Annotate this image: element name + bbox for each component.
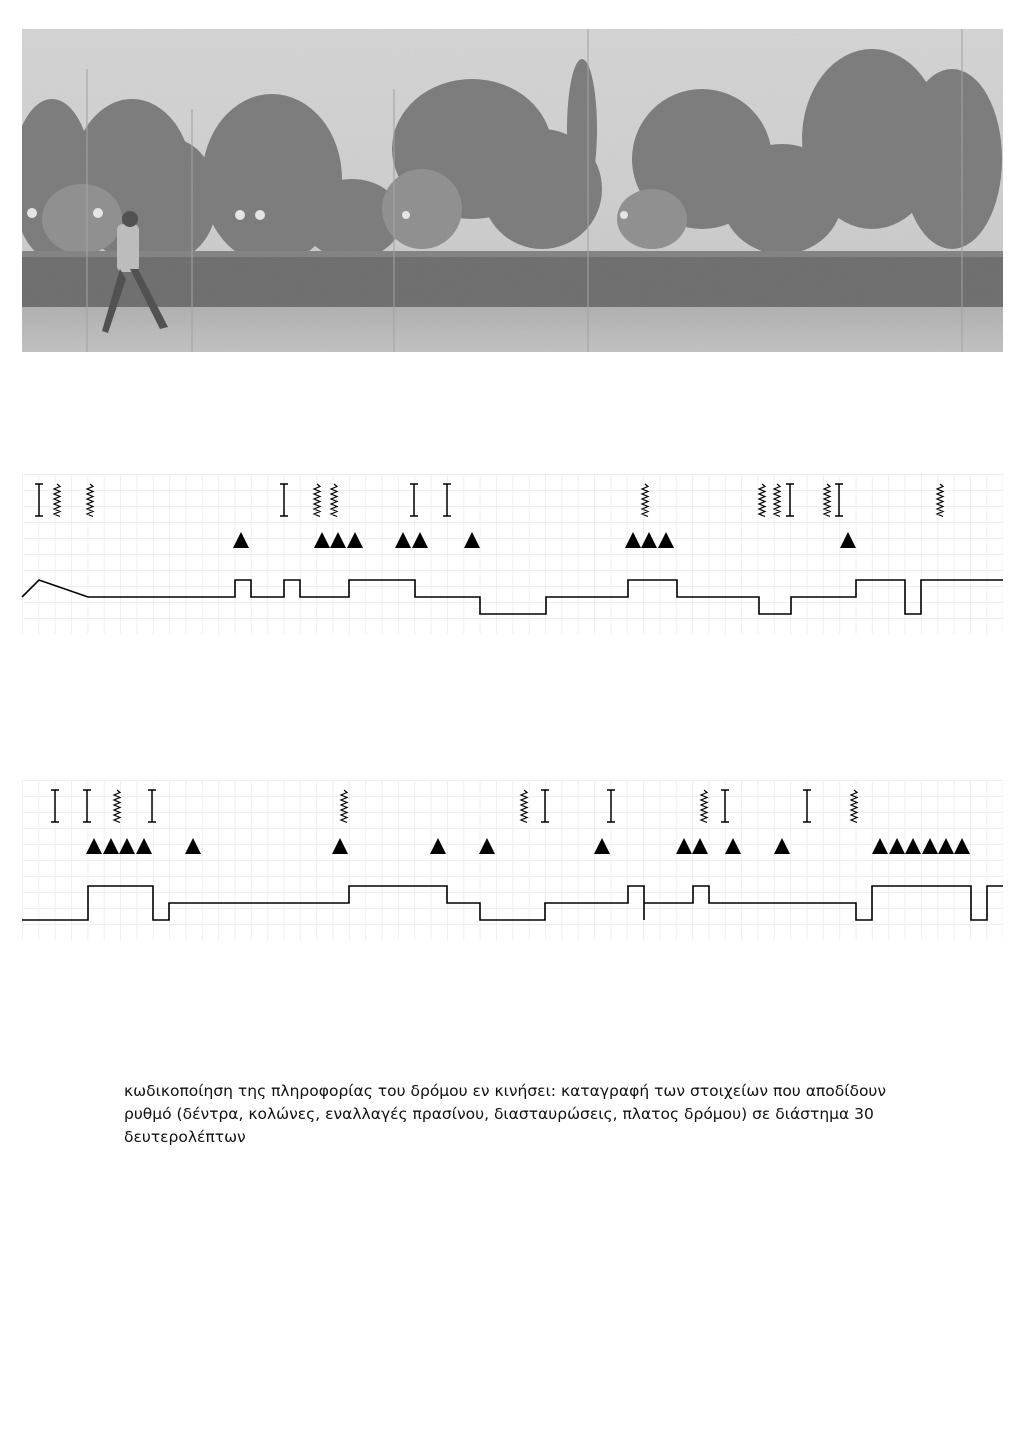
column-icon	[148, 790, 156, 822]
road-width-line	[22, 580, 1003, 614]
column-icon	[410, 484, 418, 516]
column-icon	[35, 484, 43, 516]
caption: κωδικοποίηση της πληροφορίας του δρόμου εν κινήσει: καταγραφή των στοιχείων που αποδίδουν ρυθμό (δέντρα, κολώνες, εναλλαγές πρασίνου, διασταυρώσεις, πλατος δρόμου) σε διάστημα 30 δευτερολέπτων	[124, 1082, 887, 1146]
tree-icon	[824, 484, 830, 517]
triangle-icon	[395, 532, 411, 548]
tree-icon	[314, 484, 320, 517]
rhythm-notation-1	[22, 474, 1003, 634]
triangle-icon	[464, 532, 480, 548]
triangle-icon	[692, 838, 708, 854]
column-icon	[443, 484, 451, 516]
triangle-icon	[938, 838, 954, 854]
column-icon	[835, 484, 843, 516]
column-icon	[51, 790, 59, 822]
triangle-icon	[889, 838, 905, 854]
triangle-icon	[658, 532, 674, 548]
triangle-icon	[922, 838, 938, 854]
tree-icon	[331, 484, 337, 517]
triangle-icon	[774, 838, 790, 854]
column-icon	[786, 484, 794, 516]
tree-icon	[114, 790, 120, 823]
triangle-icon	[625, 532, 641, 548]
triangle-icon	[314, 532, 330, 548]
triangle-icon	[676, 838, 692, 854]
tree-icon	[54, 484, 60, 517]
triangle-icon	[872, 838, 888, 854]
triangle-icon	[347, 532, 363, 548]
triangle-icon	[954, 838, 970, 854]
column-icon	[83, 790, 91, 822]
rhythm-notation-2	[22, 780, 1003, 940]
triangle-icon	[185, 838, 201, 854]
triangle-icon	[103, 838, 119, 854]
tree-icon	[642, 484, 648, 517]
tree-icon	[701, 790, 707, 823]
tree-icon	[851, 790, 857, 823]
triangle-icon	[430, 838, 446, 854]
photo-panorama	[22, 29, 1003, 352]
rhythm-diagram-1	[22, 474, 1003, 634]
triangle-icon	[840, 532, 856, 548]
column-icon	[803, 790, 811, 822]
triangle-icon	[136, 838, 152, 854]
tree-icon	[521, 790, 527, 823]
triangle-icon	[725, 838, 741, 854]
column-icon	[607, 790, 615, 822]
street-photo-strip	[22, 29, 1003, 352]
triangle-icon	[86, 838, 102, 854]
triangle-icon	[233, 532, 249, 548]
tree-icon	[774, 484, 780, 517]
triangle-icon	[332, 838, 348, 854]
road-width-line	[22, 886, 1003, 920]
column-icon	[721, 790, 729, 822]
tree-icon	[759, 484, 765, 517]
rhythm-diagram-2	[22, 780, 1003, 940]
tree-icon	[87, 484, 93, 517]
column-icon	[541, 790, 549, 822]
triangle-icon	[905, 838, 921, 854]
triangle-icon	[641, 532, 657, 548]
tree-icon	[937, 484, 943, 517]
tree-icon	[341, 790, 347, 823]
column-icon	[280, 484, 288, 516]
triangle-icon	[330, 532, 346, 548]
triangle-icon	[412, 532, 428, 548]
triangle-icon	[119, 838, 135, 854]
triangle-icon	[594, 838, 610, 854]
triangle-icon	[479, 838, 495, 854]
